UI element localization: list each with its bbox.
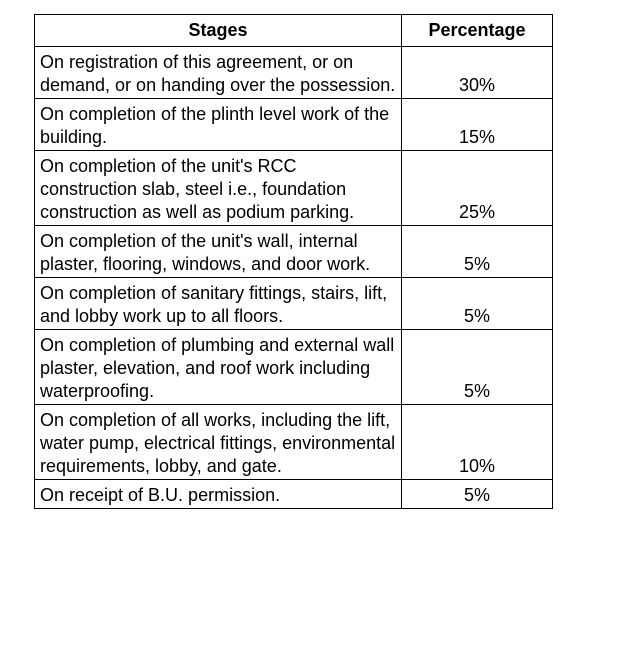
table-row	[35, 330, 553, 405]
percentage-cell: 5%	[402, 330, 553, 405]
percentage-cell: 30%	[402, 47, 553, 99]
percentage-cell: 5%	[402, 480, 553, 509]
stage-cell: On completion of plumbing and external wall plaster, elevation, and roof work including waterproofing.	[35, 330, 402, 405]
table-row	[35, 405, 553, 480]
table-row	[35, 278, 553, 330]
table-row	[35, 480, 553, 509]
table-header-row	[35, 15, 553, 47]
stage-cell: On completion of the unit's wall, internal plaster, flooring, windows, and door work.	[35, 226, 402, 278]
table-row	[35, 99, 553, 151]
stage-cell: On completion of the unit's RCC construction slab, steel i.e., foundation construction as well as podium parking.	[35, 151, 402, 226]
stage-cell: On completion of the plinth level work of the building.	[35, 99, 402, 151]
percentage-cell: 5%	[402, 278, 553, 330]
percentage-cell: 5%	[402, 226, 553, 278]
table-row	[35, 47, 553, 99]
percentage-column-header: Percentage	[402, 15, 553, 47]
stage-cell: On completion of all works, including the lift, water pump, electrical fittings, environmental requirements, lobby, and gate.	[35, 405, 402, 480]
stage-cell: On receipt of B.U. permission.	[35, 480, 402, 509]
stages-column-header: Stages	[35, 15, 402, 47]
payment-stages-table	[34, 14, 553, 509]
percentage-cell: 15%	[402, 99, 553, 151]
table-row	[35, 151, 553, 226]
stage-cell: On completion of sanitary fittings, stairs, lift, and lobby work up to all floors.	[35, 278, 402, 330]
stage-cell: On registration of this agreement, or on demand, or on handing over the possession.	[35, 47, 402, 99]
percentage-cell: 25%	[402, 151, 553, 226]
percentage-cell: 10%	[402, 405, 553, 480]
table-row	[35, 226, 553, 278]
